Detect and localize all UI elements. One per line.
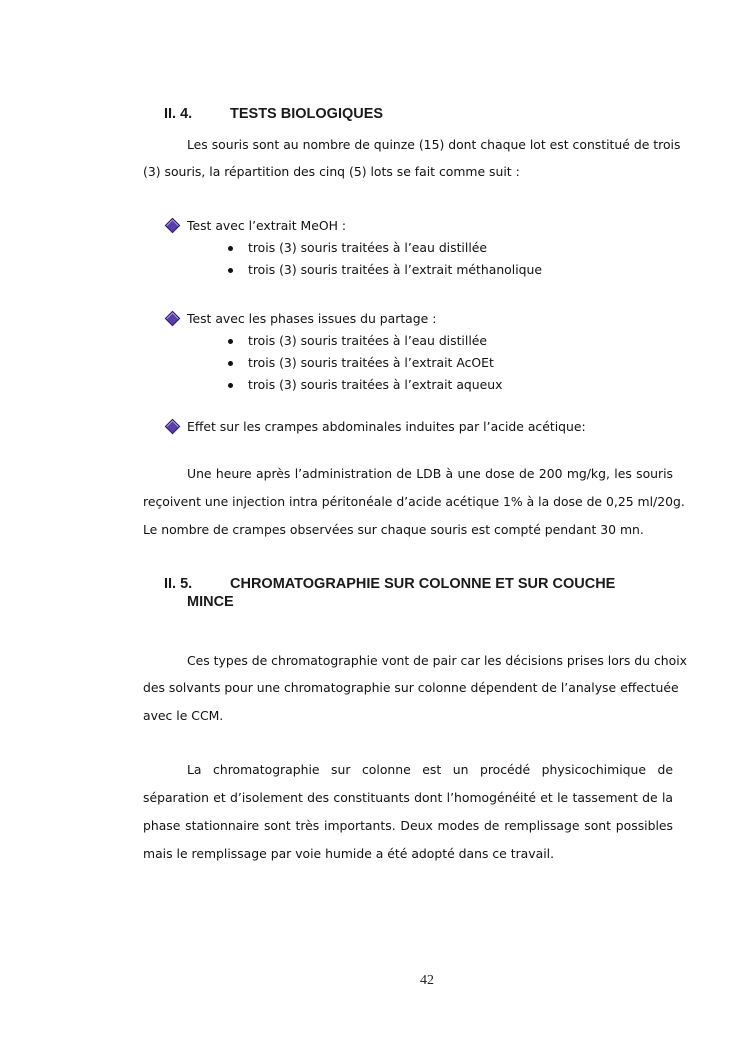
intro-line-1: Les souris sont au nombre de quinze (15) dont chaque lot est constitué de trois — [187, 137, 681, 152]
protocol-line-2: reçoivent une injection intra péritonéale d’acide acétique 1% à la dose de 0,25 ml/20g. — [143, 494, 685, 509]
section-title-ii5-line2: MINCE — [187, 594, 234, 610]
test-group-item: trois (3) souris traitées à l’eau distillée — [248, 240, 488, 255]
test-group-label: Test avec les phases issues du partage : — [187, 311, 437, 326]
section-number-ii5: II. 5. — [164, 576, 193, 592]
intro-line-2: (3) souris, la répartition des cinq (5) lots se fait comme suit : — [143, 164, 520, 179]
diamond-bullet-icon — [165, 311, 181, 327]
section-title-ii5-line1: CHROMATOGRAPHIE SUR COLONNE ET SUR COUCHE — [230, 576, 616, 592]
page-number: 42 — [420, 973, 434, 988]
bullet-dot-icon — [228, 246, 233, 251]
test-group-item: trois (3) souris traitées à l’extrait AcOEt — [248, 355, 494, 370]
chromato-para2-line3: phase stationnaire sont très importants. Deux modes de remplissage sont possibles — [143, 818, 673, 833]
bullet-dot-icon — [228, 361, 233, 366]
diamond-bullet-icon — [165, 419, 181, 435]
section-number-ii4: II. 4. — [164, 106, 193, 122]
protocol-line-1: Une heure après l’administration de LDB à une dose de 200 mg/kg, les souris — [187, 466, 673, 481]
chromato-para1-line2: des solvants pour une chromatographie sur colonne dépendent de l’analyse effectuée — [143, 680, 679, 695]
test-group-item: trois (3) souris traitées à l’eau distillée — [248, 333, 488, 348]
test-group-label: Test avec l’extrait MeOH : — [187, 218, 347, 233]
chromato-para2-line1: La chromatographie sur colonne est un procédé physicochimique de — [187, 762, 673, 777]
bullet-dot-icon — [228, 268, 233, 273]
chromato-para1-line3: avec le CCM. — [143, 708, 224, 723]
chromato-para1-line1: Ces types de chromatographie vont de pair car les décisions prises lors du choix — [187, 653, 687, 668]
bullet-dot-icon — [228, 383, 233, 388]
protocol-line-3: Le nombre de crampes observées sur chaque souris est compté pendant 30 mn. — [143, 522, 644, 537]
test-group-item: trois (3) souris traitées à l’extrait aqueux — [248, 377, 503, 392]
bullet-dot-icon — [228, 339, 233, 344]
chromato-para2-line2: séparation et d’isolement des constituants dont l’homogénéité et le tassement de la — [143, 790, 673, 805]
chromato-para2-line4: mais le remplissage par voie humide a été adopté dans ce travail. — [143, 846, 555, 861]
test-group-label: Effet sur les crampes abdominales induites par l’acide acétique: — [187, 419, 586, 434]
section-title-ii4: TESTS BIOLOGIQUES — [230, 106, 384, 122]
diamond-bullet-icon — [165, 218, 181, 234]
test-group-item: trois (3) souris traitées à l’extrait méthanolique — [248, 262, 542, 277]
